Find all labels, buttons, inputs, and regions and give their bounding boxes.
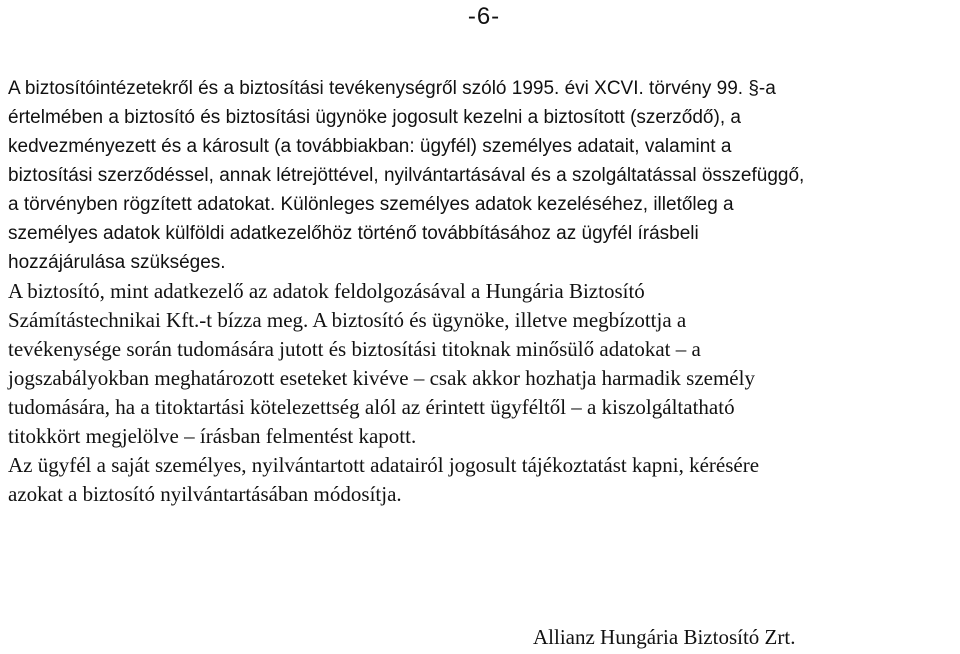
body-line-12: tudomására, ha a titoktartási kötelezettség alól az érintett ügyféltől – a kiszolgáltatható [8, 395, 735, 419]
document-body [8, 74, 956, 509]
body-line-2: értelmében a biztosító és biztosítási ügynöke jogosult kezelni a biztosított (szerződő), a [8, 107, 741, 128]
body-line-14: Az ügyfél a saját személyes, nyilvántartott adatairól jogosult tájékoztatást kapni, kérésére [8, 453, 760, 477]
body-line-1: A biztosítóintézetekről és a biztosítási tevékenységről szóló 1995. évi XCVI. törvény 99. §-a [8, 78, 776, 99]
body-line-5: a törvényben rögzített adatokat. Különleges személyes adatok kezeléséhez, illetőleg a [8, 194, 734, 215]
body-line-4: biztosítási szerződéssel, annak létrejöttével, nyilvántartásával és a szolgáltatással összefüggő, [8, 165, 805, 186]
body-line-8: A biztosító, mint adatkezelő az adatok feldolgozásával a Hungária Biztosító [8, 279, 645, 303]
page-number: -6- [467, 3, 501, 30]
body-line-15: azokat a biztosító nyilvántartásában módosítja. [8, 482, 402, 506]
body-line-10: tevékenysége során tudomására jutott és biztosítási titoknak minősülő adatokat – a [8, 337, 701, 361]
body-line-9: Számítástechnikai Kft.-t bízza meg. A biztosító és ügynöke, illetve megbízottja a [8, 308, 687, 332]
body-line-6: személyes adatok külföldi adatkezelőhöz történő továbbításához az ügyfél írásbeli [8, 223, 699, 244]
body-line-13: titokkört megjelölve – írásban felmentést kapott. [8, 424, 417, 448]
body-line-3: kedvezményezett és a károsult (a továbbiakban: ügyfél) személyes adatait, valamint a [8, 136, 732, 157]
body-line-11: jogszabályokban meghatározott eseteket kivéve – csak akkor hozhatja harmadik személy [8, 366, 755, 390]
signature-company-name: Allianz Hungária Biztosító Zrt. [533, 625, 796, 649]
body-line-7: hozzájárulása szükséges. [8, 252, 226, 273]
